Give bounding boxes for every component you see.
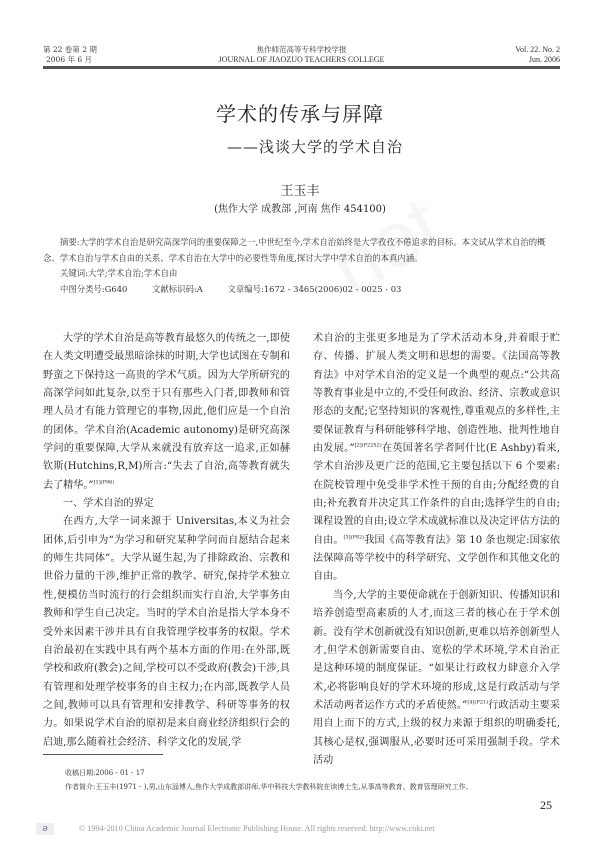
header-right — [515, 45, 560, 65]
abstract-text: 摘要:大学的学术自治是研究高深学问的重要保障之一,中世纪至今,学术自治始终是大学孜孜不倦追求的目标。本文试从学术自治的概念、学术自治与学术自由的关系、学术自治在大学中的必要性等角度,探讨大学中学术自治的本真内涵。 — [43, 237, 546, 263]
paragraph — [43, 330, 290, 495]
citation: [2](P2252) — [354, 442, 382, 449]
received-date: 收稿日期:2006 - 01 - 17 — [65, 769, 145, 777]
article-title: 学术的传承与屏障 — [216, 102, 384, 126]
body-column-left — [43, 330, 290, 752]
journal-name-cn: 焦作师范高等专科学校学报 — [256, 45, 347, 54]
paragraph-text: 当今,大学的主要使命就在于创新知识、传播知识和培养创造型高素质的人才,而这三者的核心在于学术创新。没有学术创新就没有知识创新,更难以培养创新型人才,但学术创新需要自由、宽松的学术环境,学术自治正是这种环境的制度保证。“如果让行政权力肆意介入学术,必将影响良好的学术环境的形成,这是行政活动与学术活动两者运作方式的矛盾使然。” — [313, 589, 560, 711]
author-bio: 作者简介:王玉丰(1971 - ),男,山东淄博人,焦作大学成教部讲师,华中科技大学教科院在读博士生,从事高等教育、教育管理研究工作。 — [65, 783, 473, 791]
clc-number: 中图分类号:G640 — [60, 283, 128, 294]
citation: [1](P96) — [93, 479, 115, 486]
paragraph — [313, 330, 560, 587]
copyright-text: © 1994-2010 China Academic Journal Electronic Publishing House. All rights reserved. http://www.cnki.net — [79, 824, 435, 833]
volume-cn: 第 22 卷第 2 期 — [43, 45, 97, 54]
paragraph-text: 在英国著名学者阿什比(E Ashby)看来,学术自治涉及更广泛的范围,它主要包括以下 6 个要素:在院校管理中免受非学术性干预的自由;分配经费的自由;补充教育并决定其工作条件的自由;选择学生的自由;课程设置的自由;设立学术成就标准以及决定评估方法的自由。 — [313, 443, 560, 546]
abstract-block — [43, 235, 560, 297]
paragraph-text: 术自治的主张更多地是为了学术活动本身,并着眼于贮存、传播、扩展人类文明和思想的需要。《法国高等教育法》中对学术自治的定义是一个典型的观点:“公共高等教育事业是中立的,不受任何政治、经济、宗教或意识形态的支配;它坚持知识的客观性,尊重观点的多样性,主要保证教育与科研能够科学地、创造性地、批判性地自由发展。” — [313, 333, 560, 455]
author-affiliation: (焦作大学 成教部 ,河南 焦作 454100) — [214, 204, 386, 215]
header-center — [43, 45, 560, 65]
section-heading: 一、学术自治的界定 — [63, 498, 154, 510]
paragraph: 在西方,大学一词来源于 Universitas,本义为社会团体,后引申为“为学习和研究某种学问而自愿结合起来的师生共同体”。大学从诞生起,为了排除政治、宗教和世俗力量的干涉,维护正常的教学、研究,保持学术独立性,便模仿当时流行的行会组织而实行自治,大学事务由教师和学生自己决定。当时的学术自治是指大学本身不受外来因素干涉并具有自我管理学校事务的权限。学术自治最初在实践中具有两个基本方面的作用:在外部,既学校和政府(教会)之间,学校可以不受政府(教会)干涉,具有管理和处理学校事务的自主权力;在内部,既教学人员之间,教师可以具有管理和安排教学、科研等事务的权力。如果说学术自治的原初是来自商业经济组织行会的启迪,那么随着社会经济、科学文化的发展,学 — [43, 516, 290, 748]
classification-line — [43, 282, 560, 298]
document-code: 文献标识码:A — [152, 283, 203, 294]
journal-name-en: JOURNAL OF JIAOZUO TEACHERS COLLEGE — [218, 55, 385, 64]
date-en: Jun. 2006 — [528, 55, 560, 64]
page-number: 25 — [540, 798, 552, 812]
footnote-rule — [43, 754, 163, 755]
paragraph — [313, 587, 560, 770]
body-column-right — [313, 330, 560, 770]
keywords: 关键词:大学;学术自治;学术自由 — [60, 268, 178, 278]
header-rule — [43, 66, 560, 69]
date-cn: 2006 年 6 月 — [46, 55, 93, 64]
citation: [3](P82) — [343, 534, 365, 541]
article-number: 文章编号:1672 - 3465(2006)02 - 0025 - 03 — [227, 283, 402, 294]
copyright-footer — [36, 823, 576, 837]
article-subtitle: ——浅谈大学的学术自治 — [226, 138, 403, 156]
citation: [4](P21) — [467, 699, 489, 706]
author-name: 王玉丰 — [280, 184, 320, 199]
paragraph-text: 我国《高等教育法》第 10 条也规定:国家依法保障高等学校中的科学研究、文学创作和其他文化的自由。 — [313, 534, 560, 583]
paragraph-text: 大学的学术自治是高等教育最悠久的传统之一,即使在人类文明遭受最黑暗涂抹的时期,大学也试图在专制和野蛮之下保持这一高贵的学术气质。因为大学所研究的高深学问如此复杂,以至于只有那些入门者,即教师和管理人员才有能力管理它的事物,因此,他们应是一个自治的团体。学术自治(Academic autonomy)是研究高深学问的重要保障,大学从来就没有放弃这一追求,正如赫钦斯(Hutchins,R,M)所言:“失去了自治,高等教育就失去了精华。” — [43, 333, 290, 491]
paragraph-text: 行政活动主要采用自上而下的方式,上级的权力来源于组织的明确委托,其核心是权,强调服从,必要时还可采用强制手段。学术活动 — [313, 699, 561, 766]
footnotes — [65, 766, 565, 794]
volume-en: Vol. 22. No. 2 — [515, 45, 560, 54]
cnki-logo-icon: ə — [36, 823, 54, 835]
